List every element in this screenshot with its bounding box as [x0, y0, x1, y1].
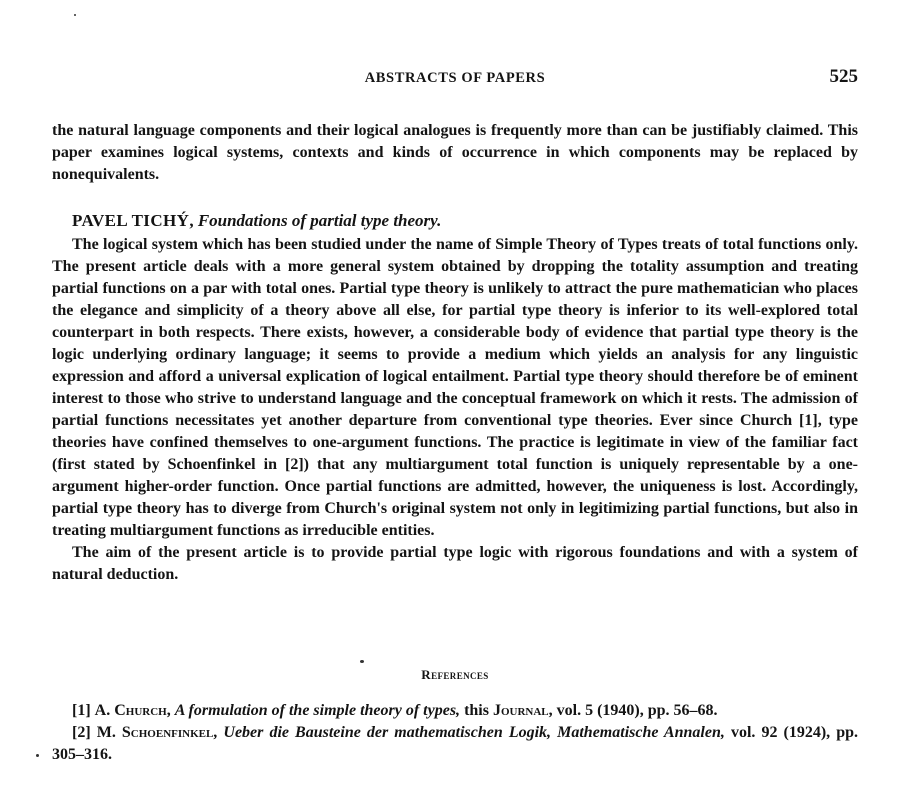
scan-speck — [360, 660, 364, 663]
heading-separator: , — [189, 211, 198, 230]
continuation-text: the natural language components and their logical analogues is frequently more than can be justifiably claimed. This paper examines logical systems, contexts and kinds of occurrence in which components may be replaced by nonequivalents. — [52, 122, 858, 183]
abstract-heading — [72, 210, 441, 232]
continuation-paragraph — [52, 120, 858, 186]
abstract-paragraph: The logical system which has been studied under the name of Simple Theory of Types treats of total functions only. The present article deals with a more general system obtained by dropping the totality assumption and treating partial functions on a par with total ones. Partial type theory is unlikely to attract the pure mathematician who places the elegance and simplicity of a theory above all else, for partial type theory is inferior to its well-explored total counterpart in both respects. There exists, however, a considerable body of evidence that partial type theory is the logic underlying ordinary language; it seems to provide a medium which yields an analysis for any linguistic expression and afford a universal explication of logical entailment. Partial type theory should therefore be of eminent interest to those who strive to understand language and the conceptual framework on which it rests. The admission of partial functions necessitates yet another departure from conventional type theories. Ever since Church [1], type theories have confined themselves to one-argument functions. The practice is legitimate in view of the familiar fact (first stated by Schoenfinkel in [2]) that any multiargument total function is uniquely representable by a one-argument higher-order function. Once partial functions are admitted, however, the uniqueness is lost. Accordingly, partial type theory has to diverge from Church's original system not only in legitimizing partial functions, but also in treating multiargument functions as irreducible entities. — [52, 236, 858, 539]
reference-author: M. Schoenfinkel, — [96, 724, 218, 741]
abstract-body — [52, 234, 858, 586]
reference-item-2 — [52, 722, 858, 766]
abstract-paragraph-2: The aim of the present article is to provide partial type logic with rigorous foundations and with a system of natural deduction. — [52, 544, 858, 583]
page-number: 525 — [829, 66, 858, 87]
reference-title: A formulation of the simple theory of types, — [174, 702, 461, 719]
references-list — [52, 700, 858, 766]
scan-speck — [36, 754, 39, 757]
running-head — [52, 66, 858, 92]
abstract-author: PAVEL TICHÝ — [72, 211, 190, 230]
reference-details: vol. 92 (1924), pp. 305–316. — [52, 724, 859, 763]
reference-number: [2] — [72, 724, 91, 741]
reference-journal: Mathematische Annalen, — [557, 724, 725, 741]
references-heading: References — [421, 667, 489, 682]
running-head-title: ABSTRACTS OF PAPERS — [364, 70, 546, 86]
reference-details: vol. 5 (1940), pp. 56–68. — [556, 702, 718, 719]
reference-author: A. Church, — [94, 702, 171, 719]
abstract-title: Foundations of partial type theory. — [197, 211, 442, 230]
reference-journal: Journal, — [492, 702, 553, 719]
scan-speck — [74, 14, 76, 16]
reference-item-1 — [52, 700, 858, 722]
reference-pre-journal: this — [464, 702, 489, 719]
reference-title: Ueber die Bausteine der mathematischen Logik, — [223, 724, 552, 741]
reference-number: [1] — [72, 702, 91, 719]
